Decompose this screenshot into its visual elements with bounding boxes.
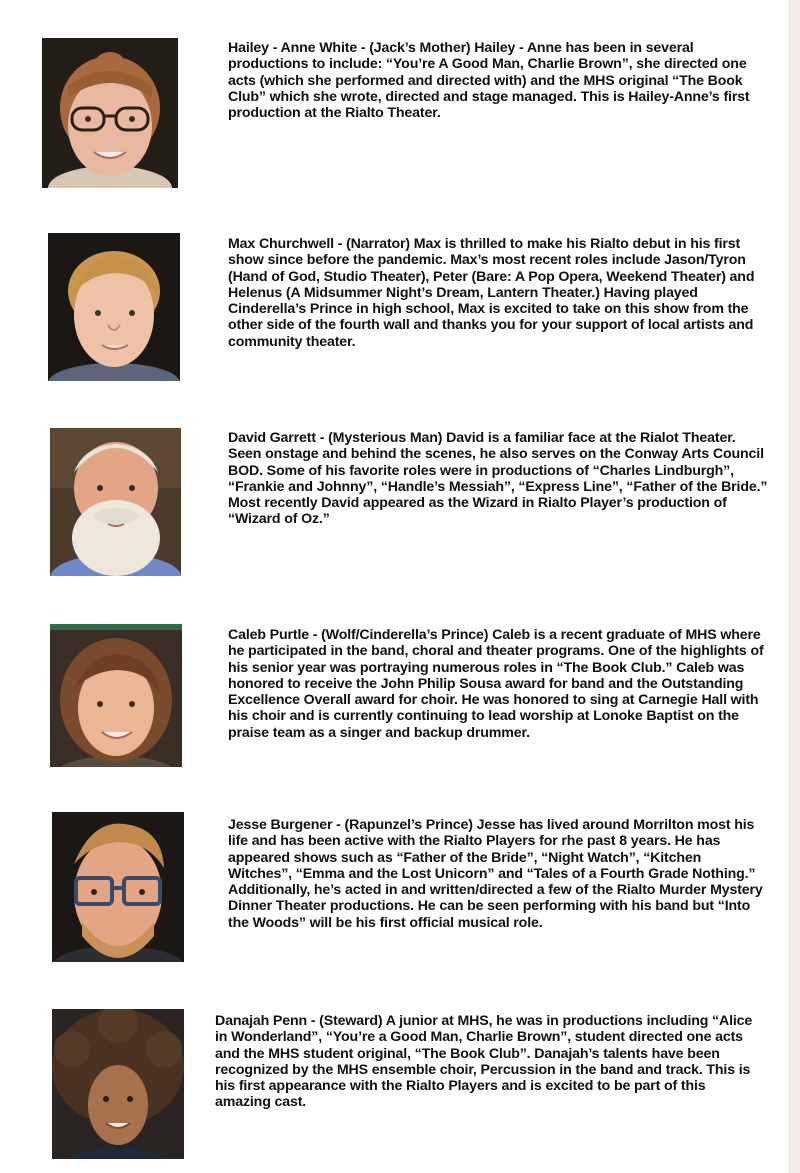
cast-bio-max-churchwell [0,200,800,400]
cast-bio-david-garrett [0,400,800,610]
bio-text: Jesse Burgener - (Rapunzel’s Prince) Jesse has lived around Morrilton most his life and has been active with the Rialto Players for rhe past 8 years. He has appeared shows such as “Father of the Bride”, “Night Watch”, “Kitchen Witches”, “Emma and the Lost Unicorn” and “Tales of a Fourth Grade Nothing.” Additionally, he’s acted in and written/directed a few of the Rialto Murder Mystery Dinner Theater productions. He can be seen performing with his band but “Into the Woods” will be his first official musical role. [228,817,763,931]
bio-text: Caleb Purtle - (Wolf/Cinderella’s Prince) Caleb is a recent graduate of MHS where he participated in the band, choral and theater programs. One of the highlights of his senior year was portraying numerous roles in “The Book Club.” Caleb was honored to receive the John Philip Sousa award for band and the Outstanding Excellence Overall award for choir. He was honored to sing at Carnegie Hall with his choir and is currently continuing to lead worship at Lonoke Baptist on the praise team as a singer and backup drummer. [228,627,764,741]
headshot-photo [52,812,184,962]
headshot-photo [48,233,180,381]
headshot-photo [50,428,181,576]
bio-text: Danajah Penn - (Steward) A junior at MHS, he was in productions including “Alice in Wonderland”, “You’re a Good Man, Charlie Brown”, student directed one acts and the MHS student original, “The Book Club”. Danajah’s talents have been recognized by the MHS ensemble choir, Percussion in the band and track. This is his first appearance with the Rialto Players and is excited to be part of this amazing cast. [215,1013,753,1111]
headshot-photo [42,38,178,188]
bio-text: Hailey - Anne White - (Jack’s Mother) Hailey - Anne has been in several productions to include: “You’re A Good Man, Charlie Brown”, she directed one acts (which she performed and directed with) and the MHS original “The Book Club” which she wrote, directed and stage managed. This is Hailey-Anne’s first production at the Rialto Theater. [228,40,750,122]
cast-bio-caleb-purtle [0,610,800,810]
headshot-photo [50,624,182,767]
cast-bio-jesse-burgener [0,810,800,1005]
headshot-photo [52,1009,184,1159]
cast-bio-danajah-penn [0,1005,800,1173]
cast-bio-hailey-anne-white [0,0,800,200]
bio-text: Max Churchwell - (Narrator) Max is thrilled to make his Rialto debut in his first show since before the pandemic. Max’s most recent roles include Jason/Tyron (Hand of God, Studio Theater), Peter (Bare: A Pop Opera, Weekend Theater) and Helenus (A Midsummer Night’s Dream, Lantern Theater.) Having played Cinderella’s Prince in high school, Max is excited to take on this show from the other side of the fourth wall and thanks you for your support of local artists and community theater. [228,236,755,350]
bio-text: David Garrett - (Mysterious Man) David is a familiar face at the Rialot Theater. Seen onstage and behind the scenes, he also serves on the Conway Arts Council BOD. Some of his favorite roles were in productions of “Charles Lindburgh”, “Frankie and Johnny”, “Handle’s Messiah”, “Express Line”, “Father of the Bride.” Most recently David appeared as the Wizard in Rialto Player’s production of “Wizard of Oz.” [228,430,768,528]
